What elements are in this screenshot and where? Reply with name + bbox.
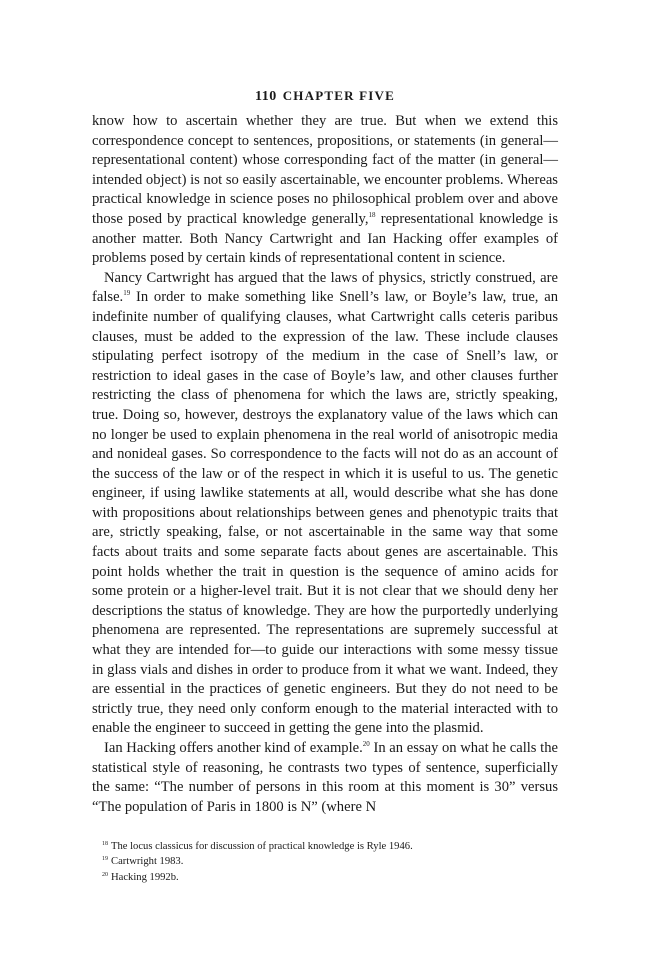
paragraph: Nancy Cartwright has argued that the laws of physics, strictly construed, are false.$^{19}$ In order to make something like Snell’s law, or Boyle’s law, true, an indefinite number of qualifying clauses, what Cartwright calls ceteris paribus clauses, must be added to the expression of the law. These include clauses stipulating perfect isotropy of the medium in the case of Snell’s law, or restriction to ideal gases in the case of Boyle’s law, and other clauses further restricting the class of phenomena for which the laws are, strictly speaking, true. Doing so, however, destroys the explanatory value of the laws which can no longer be used to explain phenomena in the real world of anisotropic media and nonideal gases. So correspondence to the facts will not do as an account of the success of the law or of the respect in which it is useful to us. The genetic engineer, if using lawlike statements at all, would describe what she has done with propositions about relationships between genes and phenotypic traits that are, strictly speaking, false, or not ascertainable in the same way that some facts about traits and some separate facts about genes are ascertainable. This point holds whether the trait in question is the sequence of amino acids for some protein or a higher-level trait. But it is not clear that we should deny her descriptions the status of knowledge. They are how the purportedly underlying phenomena are represented. The representations are supremely successful at what they are intended for—to guide our interactions with some messy tissue in glass vials and dishes in order to produce from it what we want. Indeed, they are essential in the practices of genetic engineers. But they do not need to be strictly true, they need only conform enough to the material interacted with to enable the engineer to succeed in getting the gene into the plasmid. (92, 269, 558, 737)
paragraph: know how to ascertain whether they are true. But when we extend this correspondence concept to sentences, propositions, or statements (in general—representational content) whose corresponding fact of the matter (in general—intended object) is not so easily ascertainable, we encounter problems. Whereas practical knowledge in science poses no philosophical problem over and above those posed by practical knowledge generally,$^{18}$ representational knowledge is another matter. Both Nancy Cartwright and Ian Hacking offer examples of problems posed by certain kinds of representational content in science. (92, 113, 559, 267)
footnote (92, 854, 558, 869)
footnote-number: 19 (102, 856, 108, 863)
footnote-text: The locus classicus for discussion of practical knowledge is Ryle 1946. (111, 841, 413, 852)
footnote (92, 839, 558, 854)
chapter-title: CHAPTER FIVE (282, 88, 395, 103)
footnote (92, 870, 558, 885)
footnote-ref[interactable]: 20 (362, 740, 370, 748)
footnote-number: 20 (102, 871, 108, 878)
footnotes (92, 839, 558, 885)
footnote-text: Hacking 1992b. (111, 871, 179, 883)
running-header (0, 88, 650, 105)
footnote-ref[interactable]: 18 (368, 210, 376, 219)
body-text (92, 112, 558, 817)
footnote-text: Cartwright 1983. (111, 856, 184, 868)
footnote-ref[interactable]: 19 (123, 289, 131, 298)
page-number: 110 (254, 89, 277, 104)
footnote-number: 18 (102, 841, 108, 847)
paragraph: Ian Hacking offers another kind of example.$^{20}$ In an essay on what he calls the statistical style of reasoning, he contrasts two types of sentence, superficially the same: “The number of persons in this room at this moment is 30” versus “The population of Paris in 1800 is N” (where N (92, 740, 558, 815)
